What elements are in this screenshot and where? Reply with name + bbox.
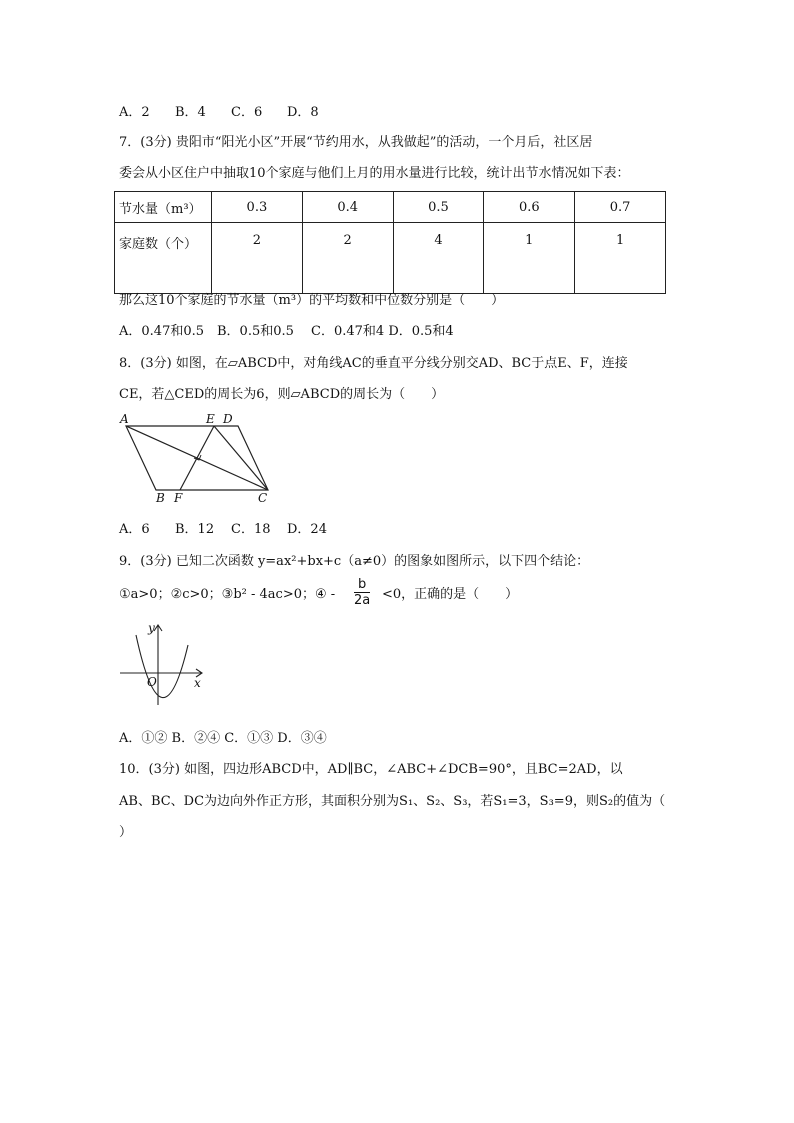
fraction-denominator: 2a: [354, 593, 371, 608]
q7-data-table: [114, 191, 666, 294]
y-axis-label: y: [148, 621, 155, 635]
vertex-label-d: D: [223, 412, 233, 426]
vertex-label-c: C: [258, 491, 268, 505]
q10-stem-line3: ）: [119, 825, 133, 840]
vertex-label-a: A: [120, 412, 129, 426]
q6-option-c: C．6: [231, 105, 263, 120]
q7-question: 那么这10个家庭的节水量（m³）的平均数和中位数分别是（ ）: [119, 293, 505, 308]
table-cell: 0.4: [302, 192, 393, 223]
q8-option-d: D．24: [287, 522, 327, 537]
table-cell: 4: [393, 223, 484, 294]
x-axis-label: x: [194, 676, 201, 690]
table-row: [115, 192, 666, 223]
table-cell: 2: [302, 223, 393, 294]
vertex-label-f: F: [174, 491, 183, 505]
q6-option-b: B．4: [175, 105, 206, 120]
q8-option-c: C．18: [231, 522, 271, 537]
origin-label: O: [147, 675, 157, 689]
q10-stem-line1: 10．(3分) 如图，四边形ABCD中，AD∥BC，∠ABC+∠DCB=90°，且BC=2AD，以: [119, 762, 623, 777]
q6-option-d: D．8: [287, 105, 319, 120]
table-cell: 1: [484, 223, 575, 294]
q9-stem-line1: 9．(3分) 已知二次函数 y=ax²+bx+c（a≠0）的图象如图所示，以下四个结论：: [119, 554, 590, 569]
table-cell: 0.3: [212, 192, 303, 223]
q9-stem-line2-post: <0，正确的是（ ）: [382, 587, 519, 602]
table-cell: 0.5: [393, 192, 484, 223]
q9-parabola-graph: [114, 615, 214, 710]
table-cell: 2: [212, 223, 303, 294]
q8-stem-line2: CE，若△CED的周长为6，则▱ABCD的周长为（ ）: [119, 387, 445, 402]
table-row-header: 节水量（m³）: [115, 192, 212, 223]
segment-ce: [214, 426, 268, 490]
vertex-label-b: B: [156, 491, 165, 505]
q8-stem-line1: 8．(3分) 如图，在▱ABCD中，对角线AC的垂直平分线分别交AD、BC于点E、F，连接: [119, 356, 628, 371]
q7-options: A．0.47和0.5 B．0.5和0.5 C．0.47和4 D．0.5和4: [119, 324, 454, 339]
q8-option-b: B．12: [175, 522, 215, 537]
q7-stem-line1: 7．(3分) 贵阳市“阳光小区”开展“节约用水，从我做起”的活动，一个月后，社区居: [119, 135, 593, 150]
q9-options: A．①② B．②④ C．①③ D．③④: [119, 731, 327, 746]
q10-stem-line2: AB、BC、DC为边向外作正方形，其面积分别为S₁、S₂、S₃，若S₁=3，S₃=9，则S₂的值为（: [119, 794, 666, 809]
q9-fraction: [354, 578, 370, 608]
table-cell: 1: [575, 223, 666, 294]
fraction-numerator: b: [354, 578, 370, 593]
q7-stem-line2: 委会从小区住户中抽取10个家庭与他们上月的用水量进行比较，统计出节水情况如下表：: [119, 166, 630, 181]
q6-option-a: A．2: [119, 105, 150, 120]
table-row: [115, 223, 666, 294]
vertex-label-e: E: [206, 412, 215, 426]
table-cell: 0.6: [484, 192, 575, 223]
q9-stem-line2-pre: ①a>0；②c>0；③b² - 4ac>0；④ -: [119, 587, 336, 602]
segment-ef: [180, 426, 214, 490]
q8-option-a: A．6: [119, 522, 150, 537]
table-row-header: 家庭数（个）: [115, 223, 212, 294]
table-cell: 0.7: [575, 192, 666, 223]
q8-parallelogram-figure: [114, 410, 284, 510]
parabola-curve: [136, 635, 188, 698]
